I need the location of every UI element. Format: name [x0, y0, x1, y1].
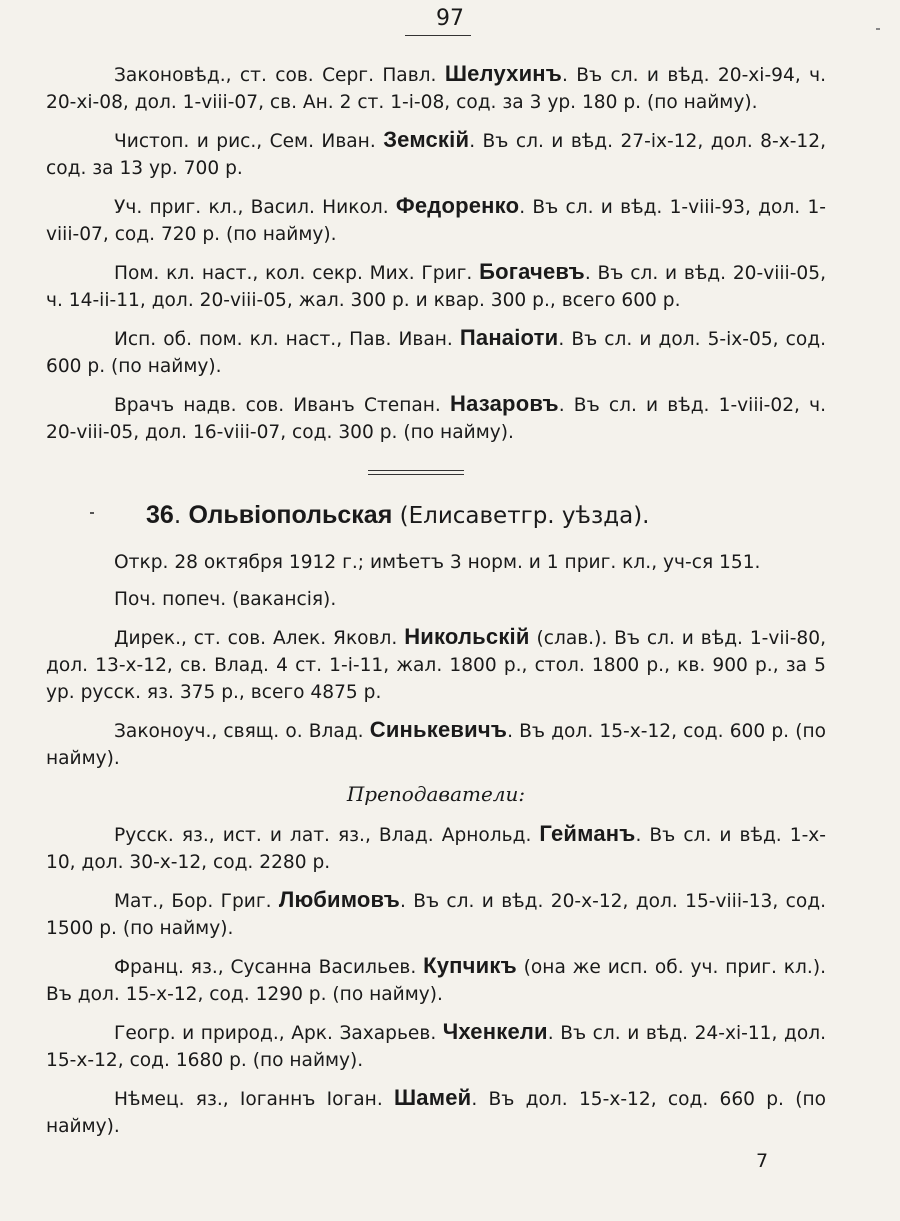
- entry-surname: Земскій: [383, 127, 470, 152]
- section-number: 36: [146, 501, 174, 529]
- entry-position: Чистоп. и рис., Сем. Иван.: [114, 131, 384, 152]
- section-district: (Елисаветгр. уѣзда).: [392, 503, 650, 529]
- teacher-entry: [46, 886, 826, 942]
- entry-surname: Назаровъ: [449, 391, 559, 416]
- entry-surname: Чхенкели: [442, 1019, 548, 1044]
- staff-entry: [46, 623, 826, 706]
- staff-entry: [46, 324, 826, 380]
- scan-speck: [876, 28, 880, 30]
- entry-position: Геогр. и природ., Арк. Захарьев.: [114, 1023, 443, 1044]
- entry-surname: Шелухинъ: [444, 61, 563, 86]
- entry-details: . Въ сл. и вѣд. 20-xi-94, ч. 20-xi-08, дол. 1-viii-07, св. Ан. 2 ст. 1-i-08, сод. за 3 ур. 180 р. (по найму).: [46, 65, 826, 113]
- entry-surname: Гейманъ: [539, 821, 636, 846]
- entry-details: . Въ дол. 15-x-12, сод. 660 р. (по найму).: [46, 1089, 826, 1137]
- entry-position: Пом. кл. наст., кол. секр. Мих. Григ.: [114, 263, 480, 284]
- page-number: 97: [436, 6, 464, 31]
- entry-surname: Никольскій: [404, 624, 530, 649]
- entry-position: Уч. приг. кл., Васил. Никол.: [114, 197, 396, 218]
- entry-surname: Любимовъ: [278, 887, 400, 912]
- entry-surname: Богачевъ: [479, 259, 585, 284]
- entry-details: (слав.). Въ сл. и вѣд. 1-vii-80, дол. 13-x-12, св. Влад. 4 ст. 1-i-11, жал. 1800 р., стол. 1800 р., кв. 900 р., за 5 ур. русск. яз. 375 р., всего 4875 р.: [46, 628, 826, 703]
- entry-surname: Купчикъ: [423, 953, 517, 978]
- entry-position: Франц. яз., Сусанна Васильев.: [114, 957, 424, 978]
- entry-text: Откр. 28 октября 1912 г.; имѣетъ 3 норм. и 1 приг. кл., уч-ся 151.: [114, 552, 761, 573]
- entry-position: Законоуч., свящ. о. Влад.: [114, 721, 370, 742]
- school-info: [46, 586, 826, 613]
- entry-surname: Федоренко: [395, 193, 520, 218]
- entry-details: . Въ сл. и вѣд. 1-viii-93, дол. 1-viii-07, сод. 720 р. (по найму).: [46, 197, 826, 245]
- entry-details: . Въ сл. и вѣд. 24-xi-11, дол. 15-x-12, сод. 1680 р. (по найму).: [46, 1023, 826, 1071]
- entry-position: Исп. об. пом. кл. наст., Пав. Иван.: [114, 329, 460, 350]
- entry-surname: Панаіоти: [459, 325, 559, 350]
- staff-entry: [46, 390, 826, 446]
- page-number-rule: [405, 35, 471, 36]
- entry-position: Врачъ надв. сов. Иванъ Степан.: [114, 395, 450, 416]
- teacher-entry: [46, 1084, 826, 1140]
- entry-details: . Въ сл. и вѣд. 27-ix-12, дол. 8-x-12, сод. за 13 ур. 700 р.: [46, 131, 826, 179]
- entry-position: Русск. яз., ист. и лат. яз., Влад. Арнольд.: [114, 825, 540, 846]
- school-info: [46, 549, 826, 576]
- teacher-entry: [46, 952, 826, 1008]
- entry-details: . Въ сл. и вѣд. 1-viii-02, ч. 20-viii-05, дол. 16-viii-07, сод. 300 р. (по найму).: [46, 395, 826, 443]
- entry-position: Мат., Бор. Григ.: [114, 891, 279, 912]
- section-heading: 36. Ольвіопольская (Елисаветгр. уѣзда).: [46, 500, 826, 531]
- printer-signature-mark: 7: [756, 1150, 769, 1172]
- entry-surname: Синькевичъ: [369, 717, 508, 742]
- entry-text: Поч. попеч. (вакансія).: [114, 589, 337, 610]
- section-name: Ольвіопольская: [188, 501, 393, 529]
- staff-entry: [46, 716, 826, 772]
- entry-position: Законовѣд., ст. сов. Серг. Павл.: [114, 65, 445, 86]
- print-mark: [90, 512, 94, 514]
- staff-entry: [46, 126, 826, 182]
- staff-entry: [46, 258, 826, 314]
- staff-entry: [46, 60, 826, 116]
- entry-position: Дирек., ст. сов. Алек. Яковл.: [114, 628, 405, 649]
- section-divider: [368, 470, 464, 478]
- entry-details: . Въ дол. 15-x-12, сод. 600 р. (по найму).: [46, 721, 826, 769]
- teacher-entry: [46, 820, 826, 876]
- entry-details: . Въ сл. и дол. 5-ix-05, сод. 600 р. (по найму).: [46, 329, 827, 377]
- entry-details: (она же исп. об. уч. приг. кл.). Въ дол. 15-x-12, сод. 1290 р. (по найму).: [46, 957, 826, 1005]
- page-body: [46, 60, 826, 1150]
- entry-surname: Шамей: [393, 1085, 472, 1110]
- staff-entry: [46, 192, 826, 248]
- teacher-entry: [46, 1018, 826, 1074]
- entry-details: . Въ сл. и вѣд. 1-x-10, дол. 30-x-12, сод. 2280 р.: [46, 825, 826, 873]
- entry-position: Нѣмец. яз., Іоганнъ Іоган.: [114, 1089, 394, 1110]
- entry-details: . Въ сл. и вѣд. 20-x-12, дол. 15-viii-13, сод. 1500 р. (по найму).: [46, 891, 826, 939]
- entry-details: . Въ сл. и вѣд. 20-viii-05, ч. 14-ii-11, дол. 20-viii-05, жал. 300 р. и квар. 300 р., всего 600 р.: [46, 263, 827, 311]
- teachers-subheading: Преподаватели:: [346, 782, 526, 806]
